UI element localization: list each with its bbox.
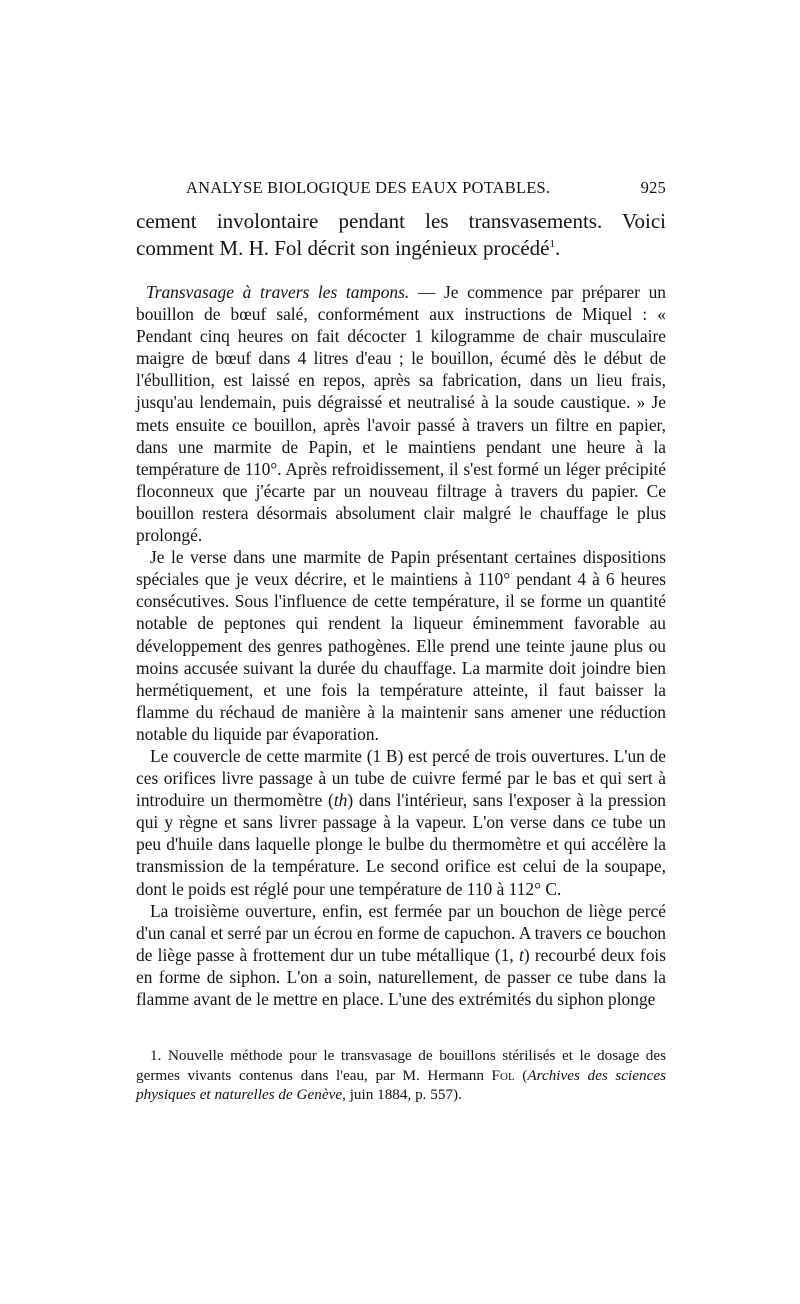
paragraph-4: [136, 900, 666, 1010]
footnote-reference: 1: [549, 238, 555, 250]
paragraph-3-symbol-th: th: [333, 790, 348, 811]
running-head-title: ANALYSE BIOLOGIQUE DES EAUX POTABLES.: [186, 178, 551, 197]
footnote-text-b: (: [514, 1066, 528, 1084]
footnote-text-a: 1. Nouvelle méthode pour le transvasage de bouillons stérilisés et le dosage des germes vivants contenus dans l'eau, par M. Hermann: [136, 1047, 666, 1084]
footnote-text-c: , juin 1884, p. 557).: [342, 1086, 462, 1104]
lead-paragraph: [136, 208, 666, 262]
lead-end: .: [555, 236, 561, 260]
footnote: [136, 1046, 666, 1105]
paragraph-1: [136, 281, 666, 546]
running-head: [136, 176, 666, 202]
section-heading: Transvasage à travers les tampons.: [146, 282, 410, 302]
paragraph-3-text-a: Le couvercle de cette marmite (1 B) est percé de trois ouvertures. L'un de ces orifices livre passage à un tube de cuivre fermé par le bas et qui sert à introduire un thermomètre (: [136, 745, 666, 811]
paragraph-3: [136, 745, 666, 900]
footnote-text: [136, 1046, 666, 1105]
paragraph-3-text-b: ) dans l'intérieur, sans l'exposer à la pression qui y règne et sans livrer passage à la vapeur. L'on verse dans ce tube un peu d'huile dans laquelle plonge le bulbe du thermomètre et qui accélère la transmission de la température. Le second orifice est celui de la soupape, dont le poids est réglé pour une température de 110 à 112° C.: [136, 790, 666, 899]
paragraph-4-text-b: ) recourbé deux fois en forme de siphon. L'on a soin, naturellement, de passer ce tube dans la flamme avant de le mettre en place. L'une des extrémités du siphon plonge: [136, 944, 666, 1009]
lead-text: cement involontaire pendant les transvasements. Voici comment M. H. Fol décrit son ingénieux procédé: [136, 209, 666, 260]
paragraph-4-symbol-t: t: [518, 944, 524, 965]
footnote-journal: Archives des sciences physiques et naturelles de Genève: [136, 1066, 666, 1104]
footnote-author: Fol: [491, 1066, 515, 1084]
paragraph-4-text-a: La troisième ouverture, enfin, est fermée par un bouchon de liège percé d'un canal et serré par un écrou en forme de capuchon. A travers ce bouchon de liège passe à frottement dur un tube métallique (1,: [136, 900, 666, 965]
paragraph-2: Je le verse dans une marmite de Papin présentant certaines dispositions spéciales que je veux décrire, et le maintiens à 110° pendant 4 à 6 heures consécutives. Sous l'influence de cette température, il se forme un quantité notable de peptones qui rendent la liqueur éminemment favorable au développement des genres pathogènes. Elle prend une teinte jaune plus ou moins accusée suivant la durée du chauffage. La marmite doit joindre bien hermétiquement, et une fois la température atteinte, il faut baisser la flamme du réchaud de manière à la maintenir sans amener une réduction notable du liquide par évaporation.: [136, 547, 666, 744]
page-number: 925: [640, 178, 666, 197]
page-body: [136, 176, 666, 1010]
paragraph-1-text: — Je commence par préparer un bouillon de bœuf salé, conformément aux instructions de Miquel : « Pendant cinq heures on fait décocter 1 kilogramme de chair musculaire maigre de bœuf dans 4 litres d'eau ; le bouillon, écumé dès le début de l'ébullition, est laissé en repos, après sa fabrication, dans un lieu frais, jusqu'au lendemain, puis dégraissé et neutralisé à la soude caustique. » Je mets ensuite ce bouillon, après l'avoir passé à travers un filtre en papier, dans une marmite de Papin, et le maintiens pendant une heure à la température de 110°. Après refroidissement, il s'est formé un léger précipité floconneux que j'écarte par un nouveau filtrage à travers du papier. Ce bouillon restera désormais absolument clair malgré le chauffage le plus prolongé.: [136, 282, 666, 546]
